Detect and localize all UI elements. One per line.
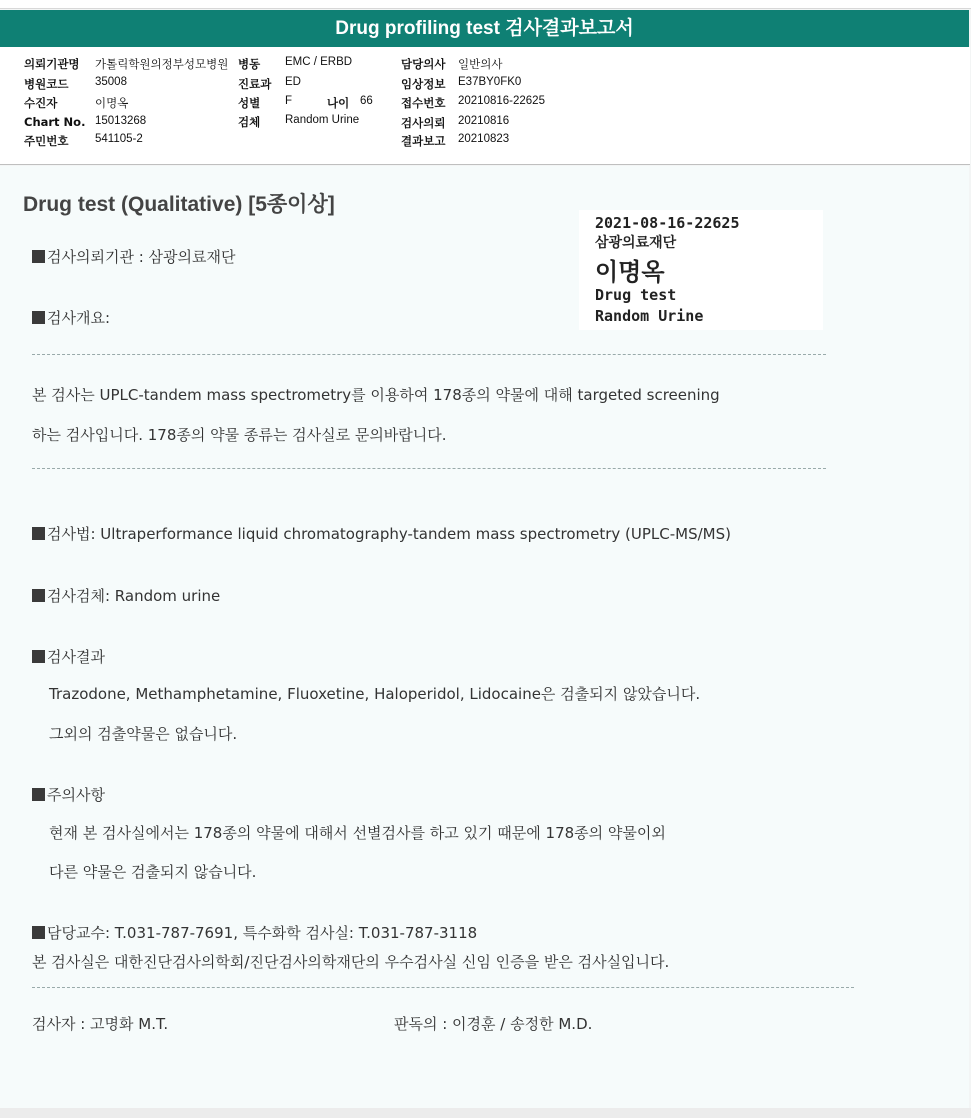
info-label: 주민번호 bbox=[24, 134, 69, 148]
caution-text-2: 다른 약물은 검출되지 않습니다. bbox=[49, 863, 257, 881]
window-top-edge bbox=[0, 0, 971, 9]
bullet-square bbox=[32, 788, 45, 801]
caution-heading bbox=[32, 784, 105, 805]
divider bbox=[32, 468, 826, 469]
result-text-1: Trazodone, Methamphetamine, Fluoxetine, Haloperidol, Lidocaine은 검출되지 않았습니다. bbox=[49, 685, 701, 703]
info-label: 검사의뢰 bbox=[401, 116, 446, 130]
info-label: 의뢰기관명 bbox=[24, 57, 80, 71]
stamp-accession: 2021-08-16-22625 bbox=[595, 214, 740, 232]
info-value: F bbox=[285, 95, 293, 107]
bullet-square bbox=[32, 589, 45, 602]
method-text: 검사법: Ultraperformance liquid chromatography-tandem mass spectrometry (UPLC-MS/MS) bbox=[47, 525, 732, 543]
stamp-specimen: Random Urine bbox=[595, 307, 704, 325]
info-label: 수진자 bbox=[24, 96, 58, 110]
bullet-square bbox=[32, 311, 45, 324]
info-value: 이명옥 bbox=[95, 98, 129, 110]
result-heading bbox=[32, 646, 105, 667]
info-value: 66 bbox=[360, 95, 373, 107]
divider bbox=[32, 987, 854, 988]
method-line bbox=[32, 523, 731, 544]
divider bbox=[32, 354, 826, 355]
contact-text: 담당교수: T.031-787-7691, 특수화학 검사실: T.031-787-3118 bbox=[47, 924, 478, 942]
caution-text-1: 현재 본 검사실에서는 178종의 약물에 대해서 선별검사를 하고 있기 때문에 178종의 약물이외 bbox=[49, 824, 666, 842]
info-value: 가톨릭학원의정부성모병원 bbox=[95, 59, 229, 71]
specimen-text: 검사검체: Random urine bbox=[47, 587, 221, 605]
info-label: 나이 bbox=[327, 96, 350, 110]
specimen-stamp bbox=[579, 210, 823, 330]
info-label: Chart No. bbox=[24, 115, 86, 129]
info-label: 병원코드 bbox=[24, 77, 69, 91]
stamp-patient: 이명옥 bbox=[595, 258, 665, 286]
tester-text: 검사자 : 고명화 M.T. bbox=[32, 1015, 169, 1033]
institution-text: 검사의뢰기관 : 삼광의료재단 bbox=[47, 248, 236, 266]
info-value: 541105-2 bbox=[95, 133, 143, 145]
report-title: Drug profiling test 검사결과보고서 bbox=[0, 10, 969, 47]
reader-text: 판독의 : 이경훈 / 송정한 M.D. bbox=[394, 1015, 593, 1033]
stamp-lab: 삼광의료재단 bbox=[595, 235, 677, 251]
info-value: 15013268 bbox=[95, 115, 147, 127]
institution-line bbox=[32, 246, 235, 267]
info-value: ED bbox=[285, 76, 301, 88]
stamp-test: Drug test bbox=[595, 286, 677, 304]
info-label: 담당의사 bbox=[401, 57, 446, 71]
overview-text-2: 하는 검사입니다. 178종의 약물 종류는 검사실로 문의바랍니다. bbox=[32, 426, 447, 444]
window-bottom-edge bbox=[0, 1108, 971, 1118]
info-label: 검체 bbox=[238, 115, 261, 129]
result-heading-text: 검사결과 bbox=[47, 648, 105, 666]
specimen-line bbox=[32, 585, 220, 606]
info-label: 접수번호 bbox=[401, 96, 446, 110]
overview-heading bbox=[32, 307, 110, 328]
info-value: Random Urine bbox=[285, 114, 360, 126]
info-label: 성별 bbox=[238, 96, 261, 110]
result-text-2: 그외의 검출약물은 없습니다. bbox=[49, 725, 238, 743]
info-label: 임상정보 bbox=[401, 77, 446, 91]
info-value: 35008 bbox=[95, 76, 127, 88]
report-heading: Drug test (Qualitative) [5종이상] bbox=[23, 193, 335, 216]
bullet-square bbox=[32, 926, 45, 939]
info-label: 진료과 bbox=[238, 77, 272, 91]
bullet-square bbox=[32, 650, 45, 663]
info-value: 일반의사 bbox=[458, 59, 503, 71]
info-value: 20210823 bbox=[458, 133, 510, 145]
info-value: 20210816-22625 bbox=[458, 95, 545, 107]
info-label: 결과보고 bbox=[401, 134, 446, 148]
info-value: 20210816 bbox=[458, 115, 510, 127]
bullet-square bbox=[32, 527, 45, 540]
overview-heading-text: 검사개요: bbox=[47, 309, 111, 327]
contact-line bbox=[32, 922, 477, 943]
info-label: 병동 bbox=[238, 57, 261, 71]
info-value: EMC / ERBD bbox=[285, 56, 353, 68]
certification-text: 본 검사실은 대한진단검사의학회/진단검사의학재단의 우수검사실 신임 인증을 받은 검사실입니다. bbox=[32, 953, 670, 971]
overview-text-1: 본 검사는 UPLC-tandem mass spectrometry를 이용하여 178종의 약물에 대해 targeted screening bbox=[32, 386, 720, 404]
caution-heading-text: 주의사항 bbox=[47, 786, 105, 804]
bullet-square bbox=[32, 250, 45, 263]
info-value: E37BY0FK0 bbox=[458, 76, 522, 88]
patient-info-panel bbox=[0, 47, 970, 165]
